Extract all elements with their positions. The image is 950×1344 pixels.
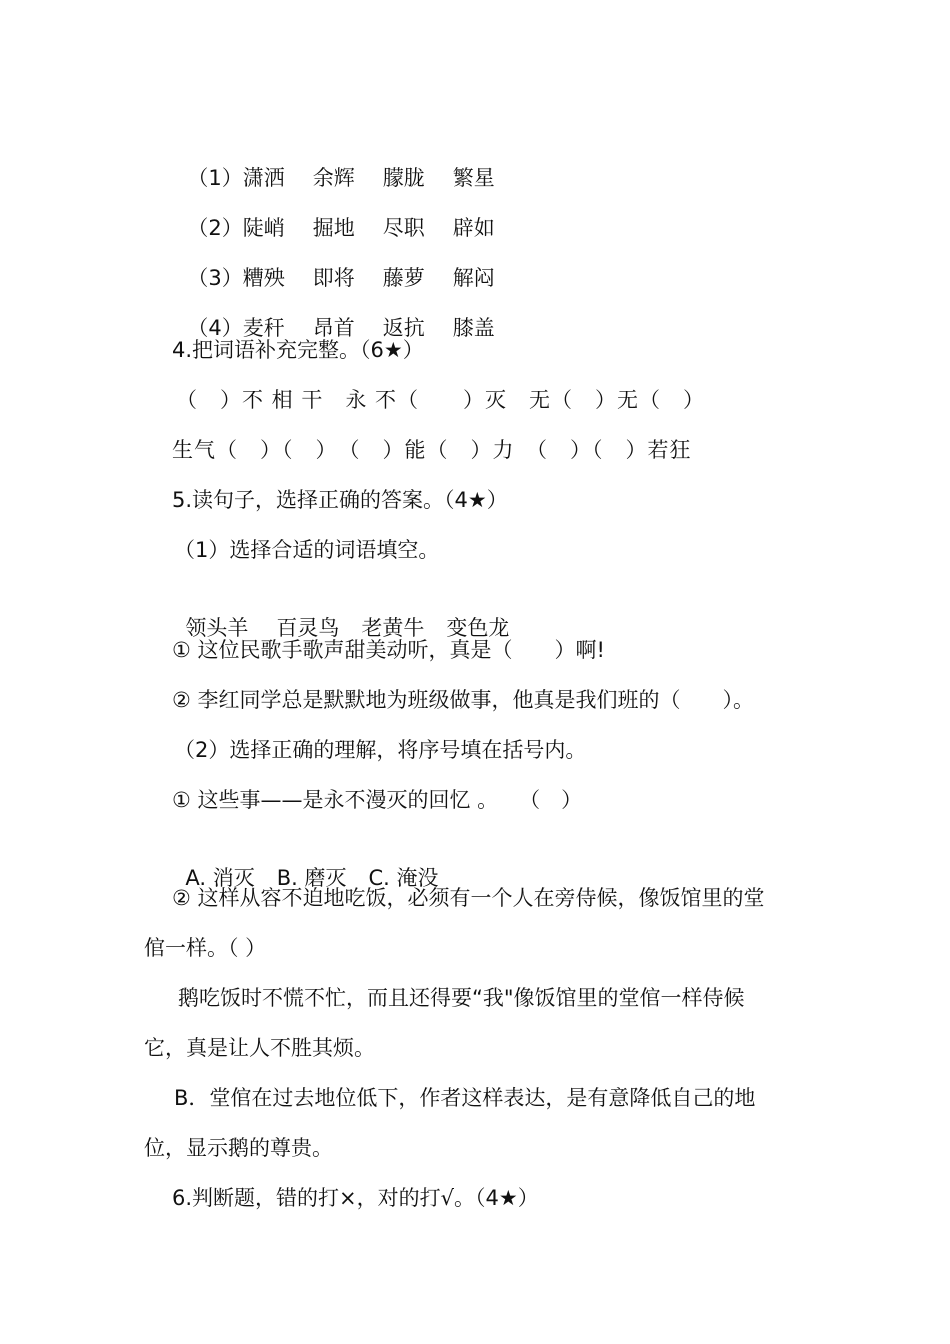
word: 膝盖 bbox=[452, 316, 495, 340]
choice: 老黄牛 bbox=[361, 616, 425, 640]
row-number: （4） bbox=[187, 316, 243, 340]
question-2: ② 李红同学总是默默地为班级做事，他真是我们班的（ ）。 bbox=[172, 688, 754, 712]
word-row-3 bbox=[174, 236, 495, 292]
option-a-line-2: 它，真是让人不胜其烦。 bbox=[144, 1036, 375, 1060]
choice: 百灵鸟 bbox=[276, 616, 340, 640]
word: 余辉 bbox=[312, 166, 355, 190]
section-4-title: 4.把词语补充完整。（6★） bbox=[172, 338, 424, 362]
option-c: C. 淹没 bbox=[368, 866, 439, 890]
row-number: （2） bbox=[187, 216, 243, 240]
part-1-title: （1）选择合适的词语填空。 bbox=[174, 538, 440, 562]
word: 糟殃 bbox=[242, 266, 285, 290]
word: 解闷 bbox=[452, 266, 495, 290]
word-row-1 bbox=[174, 136, 495, 192]
question-1: ① 这位民歌手歌声甜美动听，真是（ ）啊! bbox=[172, 638, 605, 662]
question-4-line-1: ② 这样从容不迫地吃饭，必须有一个人在旁侍候，像饭馆里的堂 bbox=[172, 886, 765, 910]
word-choices bbox=[172, 586, 509, 642]
part-2-title: （2）选择正确的理解，将序号填在括号内。 bbox=[174, 738, 587, 762]
fill-blank-line-1: （ ）不 相 干 永 不（ ）灭 无（ ）无（ ） bbox=[176, 388, 706, 412]
word: 返抗 bbox=[382, 316, 425, 340]
word: 繁星 bbox=[452, 166, 495, 190]
word: 潇洒 bbox=[242, 166, 285, 190]
section-5-title: 5.读句子，选择正确的答案。（4★） bbox=[172, 488, 508, 512]
word-row-4 bbox=[174, 286, 495, 342]
option-a-line-1: 鹅吃饭时不慌不忙，而且还得要“我"像饭馆里的堂倌一样侍候 bbox=[178, 986, 745, 1010]
word: 即将 bbox=[312, 266, 355, 290]
word: 辟如 bbox=[452, 216, 495, 240]
option-b-line-1: B．堂倌在过去地位低下，作者这样表达，是有意降低自己的地 bbox=[174, 1086, 756, 1110]
row-number: （3） bbox=[187, 266, 243, 290]
choice: 变色龙 bbox=[446, 616, 510, 640]
word: 朦胧 bbox=[382, 166, 425, 190]
option-b: B. 磨灭 bbox=[276, 866, 347, 890]
fill-blank-line-2: 生气（ ）（ ） （ ）能（ ）力 （ ）（ ）若狂 bbox=[172, 438, 692, 462]
word: 掘地 bbox=[312, 216, 355, 240]
word: 昂首 bbox=[312, 316, 355, 340]
word: 麦秆 bbox=[242, 316, 285, 340]
option-a: A. 消灭 bbox=[185, 866, 255, 890]
choice: 领头羊 bbox=[185, 616, 249, 640]
question-4-line-2: 倌一样。（ ） bbox=[144, 936, 267, 960]
question-3: ① 这些事——是永不漫灭的回忆 。 （ ） bbox=[172, 788, 583, 812]
row-number: （1） bbox=[187, 166, 243, 190]
section-6-title: 6.判断题，错的打×，对的打√。（4★） bbox=[172, 1186, 539, 1210]
word-row-2 bbox=[174, 186, 495, 242]
word: 藤萝 bbox=[382, 266, 425, 290]
word: 陡峭 bbox=[242, 216, 285, 240]
word: 尽职 bbox=[382, 216, 425, 240]
option-b-line-2: 位，显示鹅的尊贵。 bbox=[144, 1136, 333, 1160]
